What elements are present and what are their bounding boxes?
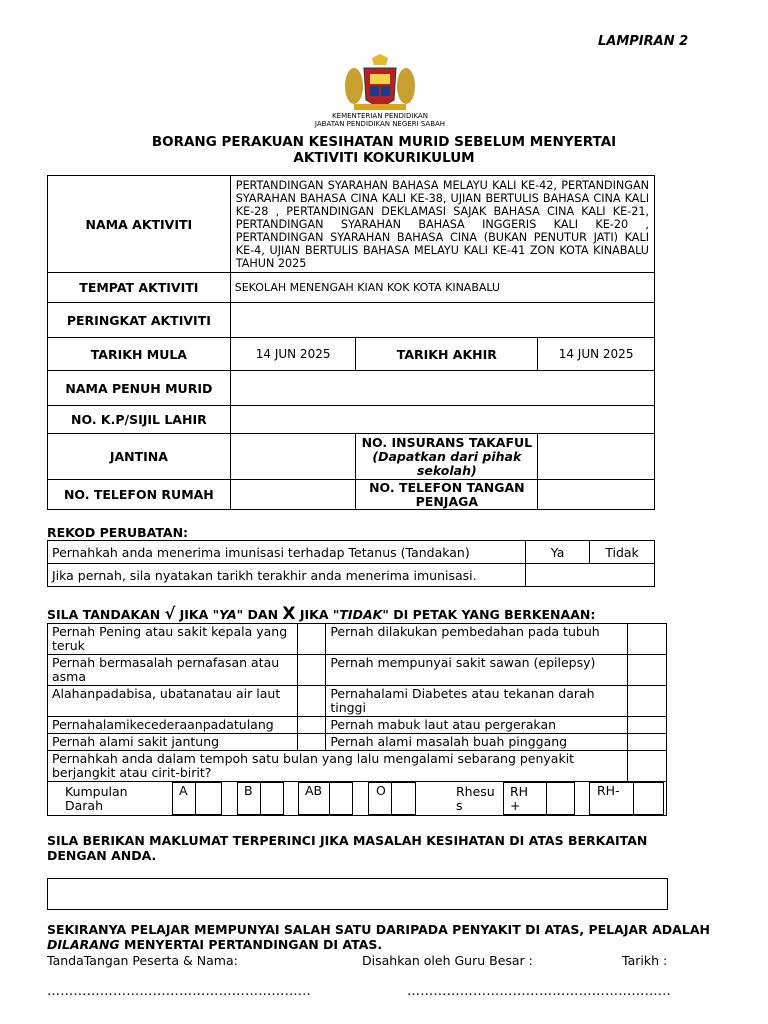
crest-caption [300,112,460,128]
tel-penjaga-field[interactable] [538,480,655,510]
row-tarikh [48,338,655,371]
warning-line1: SEKIRANYA PELAJAR MEMPUNYAI SALAH SATU DARIPADA PENYAKIT DI ATAS, PELAJAR ADALAH [47,922,710,937]
instr-part5: DI PETAK YANG BERKENAAN: [388,607,596,622]
checkbox-left-4[interactable] [298,717,326,734]
nama-aktiviti-value: PERTANDINGAN SYARAHAN BAHASA MELAYU KALI KE-42, PERTANDINGAN SYARAHAN BAHASA CINA KALI KE-38, UJIAN BERTULIS BAHASA CINA KALI KE-28 , PERTANDINGAN DEKLAMASI SAJAK BAHASA CINA KALI KE-21, PERTANDINGAN SYARAHAN BAHASA INGGERIS KALI KE-20 , PERTANDINGAN SYARAHAN BAHASA CINA (BUKAN PENUTUR JATI) KALI KE-4, UJIAN BERTULIS BAHASA MELAYU KALI KE-41 ZON KOTA KINABALU TAHUN 2025 [230,176,654,273]
insurans-label: NO. INSURANS TAKAFUL [361,434,533,450]
checkbox-left-3[interactable] [298,686,326,717]
tel-rumah-label: NO. TELEFON RUMAH [48,480,231,510]
info-table [47,175,655,510]
title-line1: BORANG PERAKUAN KESIHATAN MURID SEBELUM MENYERTAI [151,134,617,150]
condition-right-2: Pernah mempunyai sakit sawan (epilepsy) [326,655,627,686]
condition-left-1: Pernah Pening atau sakit kepala yang teruk [48,624,298,655]
tetanus-ya[interactable]: Ya [526,541,590,564]
imunisasi-field[interactable] [526,564,655,587]
condition-left-3: Alahanpadabisa, ubatanatau air laut [48,686,298,717]
condition-left-4: Pernahalamikecederaanpadatulang [48,717,298,734]
rh-plus-label: RH + [510,784,529,813]
warning-dilarang: DILARANG [47,937,120,952]
instr-tidak: "TIDAK" [332,607,389,622]
crest-icon [340,52,420,114]
row-peringkat [48,303,655,338]
tetanus-tidak[interactable]: Tidak [590,541,655,564]
perubatan-heading: REKOD PERUBATAN: [47,525,189,540]
row-telefon [48,480,655,510]
darah-label: Kumpulan Darah [65,784,128,813]
condition-row [48,717,667,734]
tarikh-mula-value[interactable]: 14 JUN 2025 [230,338,356,371]
group-b-checkbox[interactable] [260,782,284,815]
details-heading [47,833,647,863]
condition-row-full [48,751,667,782]
lampiran-label: LAMPIRAN 2 [598,34,689,49]
sign-guru-label: Disahkan oleh Guru Besar : [362,953,533,968]
details-line2: DENGAN ANDA. [47,848,157,863]
instruction [47,604,595,624]
details-line1: SILA BERIKAN MAKLUMAT TERPERINCI JIKA MASALAH KESIHATAN DI ATAS BERKAITAN [47,833,648,848]
perubatan-table [47,540,655,587]
tetanus-question: Pernahkah anda menerima imunisasi terhadap Tetanus (Tandakan) [48,541,526,564]
group-b-label: B [244,783,253,798]
crest-line2: JABATAN PENDIDIKAN NEGERI SABAH [314,120,446,128]
tarikh-imunisasi-row [48,564,655,587]
tarikh-mula-label: TARIKH MULA [48,338,231,371]
insurans-note: (Dapatkan dari pihak sekolah) [372,448,522,478]
group-ab-checkbox[interactable] [329,782,353,815]
warning-line2 [47,937,710,952]
checkbox-left-1[interactable] [298,624,326,655]
darah-row [48,782,667,816]
instr-ya: "YA" [212,607,244,622]
imunisasi-question: Jika pernah, sila nyatakan tarikh terakhir anda menerima imunisasi. [48,564,526,587]
conditions-table [47,623,667,816]
condition-right-5: Pernah alami masalah buah pinggang [326,734,627,751]
rh-plus-checkbox[interactable] [546,782,575,815]
peringkat-label: PERINGKAT AKTIVITI [48,303,231,338]
tick-icon: √ [164,604,176,623]
group-ab-label: AB [305,783,323,798]
instr-part4: JIKA [295,607,333,622]
cross-icon: X [282,604,296,624]
condition-right-4: Pernah mabuk laut atau pergerakan [326,717,627,734]
condition-row [48,686,667,717]
tel-penjaga-label: NO. TELEFON TANGAN PENJAGA [356,480,538,510]
sign-peserta-label: TandaTangan Peserta & Nama: [47,953,238,968]
checkbox-right-5[interactable] [627,734,666,751]
nama-aktiviti-label: NAMA AKTIVITI [48,176,231,273]
condition-row [48,624,667,655]
warning-rest: MENYERTAI PERTANDINGAN DI ATAS. [119,937,383,952]
group-a-checkbox[interactable] [195,782,222,815]
instr-part1: SILA TANDAKAN [47,607,161,622]
condition-left-5: Pernah alami sakit jantung [48,734,298,751]
condition-right-1: Pernah dilakukan pembedahan pada tubuh [326,624,627,655]
rh-minus-label: RH- [597,783,620,798]
tempat-label: TEMPAT AKTIVITI [48,273,231,303]
rh-minus-checkbox[interactable] [633,782,664,815]
condition-right-3: Pernahalami Diabetes atau tekanan darah tinggi [326,686,627,717]
group-o-label: O [376,783,386,798]
row-kp [48,406,655,434]
tempat-value[interactable]: SEKOLAH MENENGAH KIAN KOK KOTA KINABALU [230,273,654,303]
checkbox-right-3[interactable] [627,686,666,717]
tarikh-akhir-label: TARIKH AKHIR [356,338,538,371]
warning [47,922,710,952]
checkbox-berjangkit[interactable] [627,751,666,782]
condition-left-2: Pernah bermasalah pernafasan atau asma [48,655,298,686]
nama-murid-field[interactable] [230,371,654,406]
jantina-label: JANTINA [48,434,231,480]
details-input[interactable] [47,878,668,910]
checkbox-left-2[interactable] [298,655,326,686]
jantina-field[interactable] [230,434,356,480]
checkbox-right-1[interactable] [627,624,666,655]
nama-murid-label: NAMA PENUH MURID [48,371,231,406]
instr-part3: DAN [243,607,283,622]
instr-part2: JIKA [179,607,213,622]
checkbox-left-5[interactable] [298,734,326,751]
tetanus-row [48,541,655,564]
tarikh-label: Tarikh : [622,953,668,968]
condition-berjangkit: Pernahkah anda dalam tempoh satu bulan yang lalu mengalami sebarang penyakit berjangkit atau cirit-birit? [48,751,628,782]
kp-field[interactable] [230,406,654,434]
row-tempat [48,273,655,303]
row-nama-murid [48,371,655,406]
checkbox-right-4[interactable] [627,717,666,734]
row-nama-aktiviti [48,176,655,273]
tarikh-akhir-value[interactable]: 14 JUN 2025 [538,338,655,371]
row-jantina [48,434,655,480]
group-o-checkbox[interactable] [391,782,416,815]
signature-line-peserta[interactable]: …………………………………………………… [47,984,311,999]
peringkat-field[interactable] [230,303,654,338]
darah-cell [48,782,667,816]
crest-line1: KEMENTERIAN PENDIDIKAN [332,112,428,120]
condition-row [48,655,667,686]
rhesus-label: Rhesus [456,784,495,813]
insurans-field[interactable] [538,434,655,480]
checkbox-right-2[interactable] [627,655,666,686]
kp-label: NO. K.P/SIJIL LAHIR [48,406,231,434]
condition-row [48,734,667,751]
title-line2: AKTIVITI KOKURIKULUM [293,150,475,166]
group-a-label: A [179,783,188,798]
insurans-label-cell [356,434,538,480]
form-title [0,134,768,166]
signature-line-guru[interactable]: …………………………………………………… [407,984,671,999]
tel-rumah-field[interactable] [230,480,356,510]
